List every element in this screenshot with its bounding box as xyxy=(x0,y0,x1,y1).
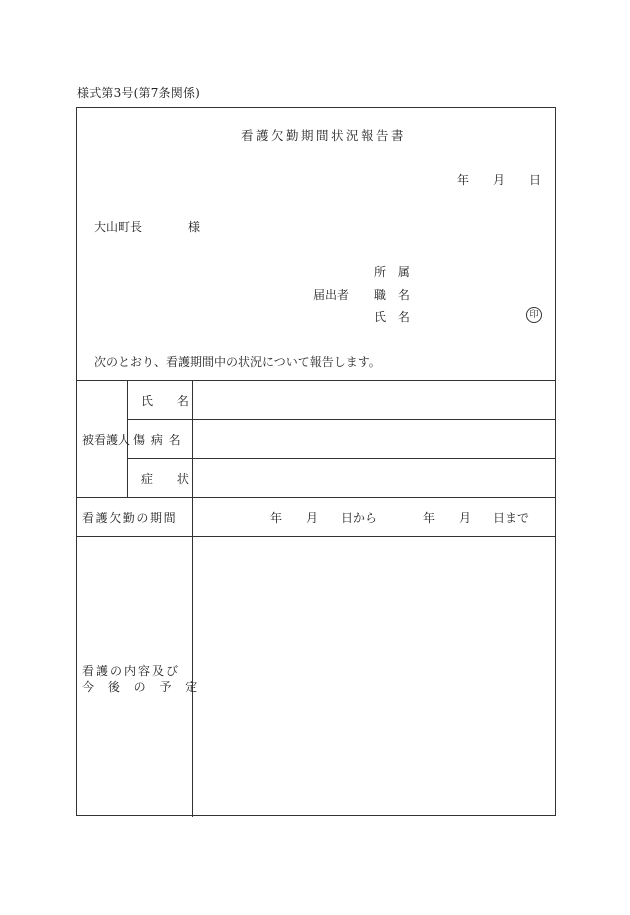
table-top-border xyxy=(77,380,555,381)
reporter-label: 届出者 xyxy=(313,288,350,302)
report-form xyxy=(76,107,556,816)
symptom-field[interactable] xyxy=(197,462,547,494)
period-start-year: 年 xyxy=(270,511,283,525)
patient-name-field[interactable] xyxy=(197,384,547,416)
row-divider-2 xyxy=(127,458,555,459)
date-year: 年 xyxy=(457,173,470,187)
addressee: 大山町長 xyxy=(94,220,143,234)
period-start-month: 月 xyxy=(306,511,319,525)
honorific: 様 xyxy=(188,220,201,234)
date-month: 月 xyxy=(493,173,506,187)
period-end-month: 月 xyxy=(459,511,472,525)
label-column-divider xyxy=(192,380,193,817)
content-label-line1: 看護の内容及び xyxy=(82,664,181,678)
period-end-suffix: 日まで xyxy=(493,511,530,525)
disease-field[interactable] xyxy=(197,423,547,455)
name-label: 氏 名 xyxy=(374,310,414,324)
row-divider-4 xyxy=(77,536,555,537)
symptom-label: 症 状 xyxy=(141,472,199,486)
content-label-line2: 今 後 の 予 定 xyxy=(82,680,203,694)
form-number-label: 様式第3号(第7条関係) xyxy=(77,86,201,100)
form-title: 看護欠勤期間状況報告書 xyxy=(241,128,407,143)
patient-group-label: 被看護人 xyxy=(82,433,131,447)
period-end-year: 年 xyxy=(423,511,436,525)
disease-label: 傷 病 名 xyxy=(133,433,182,447)
affiliation-label: 所 属 xyxy=(374,265,414,279)
content-plan-field[interactable] xyxy=(197,540,547,810)
patient-name-label: 氏 名 xyxy=(141,394,199,408)
position-label: 職 名 xyxy=(374,288,414,302)
seal-mark: 印 xyxy=(526,307,542,323)
row-divider-1 xyxy=(127,419,555,420)
date-day: 日 xyxy=(529,173,542,187)
period-label: 看護欠勤の期間 xyxy=(82,511,178,525)
row-divider-3 xyxy=(77,497,555,498)
period-start-suffix: 日から xyxy=(341,511,378,525)
intro-text: 次のとおり、看護期間中の状況について報告します。 xyxy=(94,355,381,369)
